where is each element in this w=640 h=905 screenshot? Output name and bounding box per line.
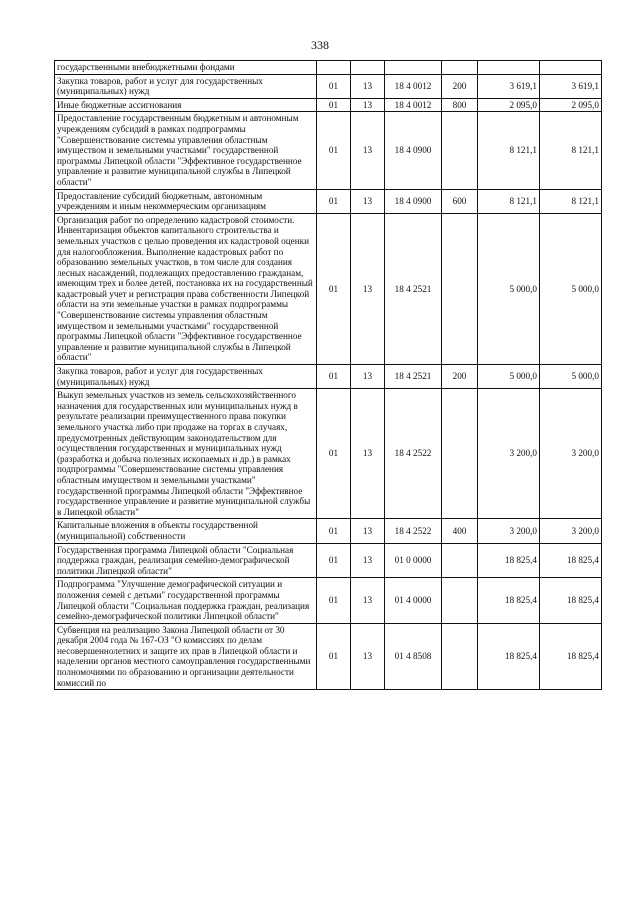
amount-2-cell: 8 121,1 bbox=[540, 189, 602, 213]
row-name-cell: Капитальные вложения в объекты государственной (муниципальной) собственности bbox=[55, 519, 317, 543]
row-name-cell: государственными внебюджетными фондами bbox=[55, 61, 317, 75]
table-row bbox=[55, 61, 602, 75]
amount-1-cell: 5 000,0 bbox=[478, 365, 540, 389]
table-row bbox=[55, 623, 602, 690]
ministry-code-cell: 01 bbox=[317, 189, 351, 213]
amount-2-cell: 18 825,4 bbox=[540, 578, 602, 623]
amount-1-cell: 5 000,0 bbox=[478, 213, 540, 364]
amount-1-cell: 2 095,0 bbox=[478, 98, 540, 112]
ministry-code-cell: 01 bbox=[317, 623, 351, 690]
subsection-code-cell bbox=[351, 61, 385, 75]
amount-2-cell bbox=[540, 61, 602, 75]
row-name-cell: Выкуп земельных участков из земель сельскохозяйственного назначения для государственных или муниципальных нужд в результате реализации преимущественного права покупки земельного участка либо при продаже на торгах в случаях, предусмотренных действующим законодательством для осуществления государственных и муниципальных нужд (разработка и добыча полезных ископаемых и др.) в рамках подпрограммы "Совершенствование системы управления областным имуществом и земельными участками" государственной программы Липецкой области "Эффективное государственное управление и развитие муниципальной службы в Липецкой области" bbox=[55, 389, 317, 519]
amount-1-cell: 3 200,0 bbox=[478, 389, 540, 519]
ministry-code-cell: 01 bbox=[317, 543, 351, 578]
target-code-cell: 18 4 0012 bbox=[385, 98, 442, 112]
ministry-code-cell: 01 bbox=[317, 365, 351, 389]
target-code-cell: 18 4 0900 bbox=[385, 189, 442, 213]
subsection-code-cell: 13 bbox=[351, 98, 385, 112]
target-code-cell: 01 0 0000 bbox=[385, 543, 442, 578]
amount-1-cell: 18 825,4 bbox=[478, 543, 540, 578]
ministry-code-cell: 01 bbox=[317, 213, 351, 364]
target-code-cell: 01 4 8508 bbox=[385, 623, 442, 690]
table-row bbox=[55, 578, 602, 623]
amount-2-cell: 5 000,0 bbox=[540, 213, 602, 364]
amount-1-cell: 3 200,0 bbox=[478, 519, 540, 543]
amount-2-cell: 18 825,4 bbox=[540, 543, 602, 578]
amount-2-cell: 5 000,0 bbox=[540, 365, 602, 389]
row-name-cell: Предоставление государственным бюджетным и автономным учреждениям субсидий в рамках подпрограммы "Совершенствование системы управления областным имуществом и земельными участками" государственной программы Липецкой области "Эффективное государственное управление и развитие муниципальной службы в Липецкой области" bbox=[55, 112, 317, 189]
ministry-code-cell: 01 bbox=[317, 389, 351, 519]
amount-2-cell: 3 200,0 bbox=[540, 389, 602, 519]
row-name-cell: Организация работ по определению кадастровой стоимости. Инвентаризация объектов капитального строительства и земельных участков с целью проведения их кадастровой оценки для налогообложения. Выполнение кадастровых работ по образованию земельных участков, в том числе для создания лесных насаждений, подлежащих предоставлению гражданам, имеющим трех и более детей, постановка их на государственный кадастровый учет и регистрация права собственности Липецкой области на эти земельные участки в рамках подпрограммы "Совершенствование системы управления областным имуществом и земельными участками" государственной программы Липецкой области "Эффективное государственное управление и развитие муниципальной службы в Липецкой области" bbox=[55, 213, 317, 364]
amount-2-cell: 2 095,0 bbox=[540, 98, 602, 112]
subsection-code-cell: 13 bbox=[351, 578, 385, 623]
expense-type-cell bbox=[442, 578, 478, 623]
amount-1-cell: 3 619,1 bbox=[478, 74, 540, 98]
expense-type-cell: 200 bbox=[442, 365, 478, 389]
expense-type-cell bbox=[442, 112, 478, 189]
subsection-code-cell: 13 bbox=[351, 112, 385, 189]
target-code-cell: 18 4 2522 bbox=[385, 389, 442, 519]
target-code-cell: 18 4 2522 bbox=[385, 519, 442, 543]
subsection-code-cell: 13 bbox=[351, 74, 385, 98]
ministry-code-cell: 01 bbox=[317, 74, 351, 98]
subsection-code-cell: 13 bbox=[351, 543, 385, 578]
ministry-code-cell: 01 bbox=[317, 519, 351, 543]
table-row bbox=[55, 389, 602, 519]
ministry-code-cell bbox=[317, 61, 351, 75]
expense-type-cell bbox=[442, 61, 478, 75]
target-code-cell: 18 4 0900 bbox=[385, 112, 442, 189]
amount-1-cell: 8 121,1 bbox=[478, 189, 540, 213]
subsection-code-cell: 13 bbox=[351, 519, 385, 543]
target-code-cell: 18 4 2521 bbox=[385, 365, 442, 389]
amount-2-cell: 3 619,1 bbox=[540, 74, 602, 98]
page-number: 338 bbox=[311, 38, 329, 52]
subsection-code-cell: 13 bbox=[351, 213, 385, 364]
table-row bbox=[55, 543, 602, 578]
amount-1-cell: 8 121,1 bbox=[478, 112, 540, 189]
row-name-cell: Предоставление субсидий бюджетным, автономным учреждениям и иным некоммерческим организациям bbox=[55, 189, 317, 213]
table-row bbox=[55, 112, 602, 189]
subsection-code-cell: 13 bbox=[351, 365, 385, 389]
ministry-code-cell: 01 bbox=[317, 112, 351, 189]
expense-type-cell bbox=[442, 213, 478, 364]
subsection-code-cell: 13 bbox=[351, 389, 385, 519]
table-row bbox=[55, 189, 602, 213]
target-code-cell: 18 4 0012 bbox=[385, 74, 442, 98]
amount-2-cell: 8 121,1 bbox=[540, 112, 602, 189]
row-name-cell: Государственная программа Липецкой области "Социальная поддержка граждан, реализация семейно-демографической политики Липецкой области" bbox=[55, 543, 317, 578]
target-code-cell: 01 4 0000 bbox=[385, 578, 442, 623]
table-row bbox=[55, 519, 602, 543]
ministry-code-cell: 01 bbox=[317, 98, 351, 112]
amount-2-cell: 3 200,0 bbox=[540, 519, 602, 543]
subsection-code-cell: 13 bbox=[351, 623, 385, 690]
row-name-cell: Субвенция на реализацию Закона Липецкой области от 30 декабря 2004 года № 167-ОЗ "О комиссиях по делам несовершеннолетних и защите их прав в Липецкой области и наделении органов местного самоуправления государственными полномочиями по образованию и организации деятельности комиссий по bbox=[55, 623, 317, 690]
target-code-cell bbox=[385, 61, 442, 75]
table-row bbox=[55, 98, 602, 112]
amount-1-cell bbox=[478, 61, 540, 75]
table-row bbox=[55, 213, 602, 364]
amount-2-cell: 18 825,4 bbox=[540, 623, 602, 690]
expense-type-cell: 600 bbox=[442, 189, 478, 213]
amount-1-cell: 18 825,4 bbox=[478, 578, 540, 623]
row-name-cell: Закупка товаров, работ и услуг для государственных (муниципальных) нужд bbox=[55, 365, 317, 389]
expense-type-cell bbox=[442, 543, 478, 578]
budget-table bbox=[54, 60, 602, 690]
row-name-cell: Закупка товаров, работ и услуг для государственных (муниципальных) нужд bbox=[55, 74, 317, 98]
row-name-cell: Подпрограмма "Улучшение демографической ситуации и положения семей с детьми" государственной программы Липецкой области "Социальная поддержка граждан, реализация семейно-демографической политики Липецкой области" bbox=[55, 578, 317, 623]
expense-type-cell: 800 bbox=[442, 98, 478, 112]
ministry-code-cell: 01 bbox=[317, 578, 351, 623]
subsection-code-cell: 13 bbox=[351, 189, 385, 213]
expense-type-cell bbox=[442, 389, 478, 519]
table-row bbox=[55, 365, 602, 389]
table-row bbox=[55, 74, 602, 98]
row-name-cell: Иные бюджетные ассигнования bbox=[55, 98, 317, 112]
amount-1-cell: 18 825,4 bbox=[478, 623, 540, 690]
expense-type-cell: 200 bbox=[442, 74, 478, 98]
expense-type-cell: 400 bbox=[442, 519, 478, 543]
expense-type-cell bbox=[442, 623, 478, 690]
target-code-cell: 18 4 2521 bbox=[385, 213, 442, 364]
